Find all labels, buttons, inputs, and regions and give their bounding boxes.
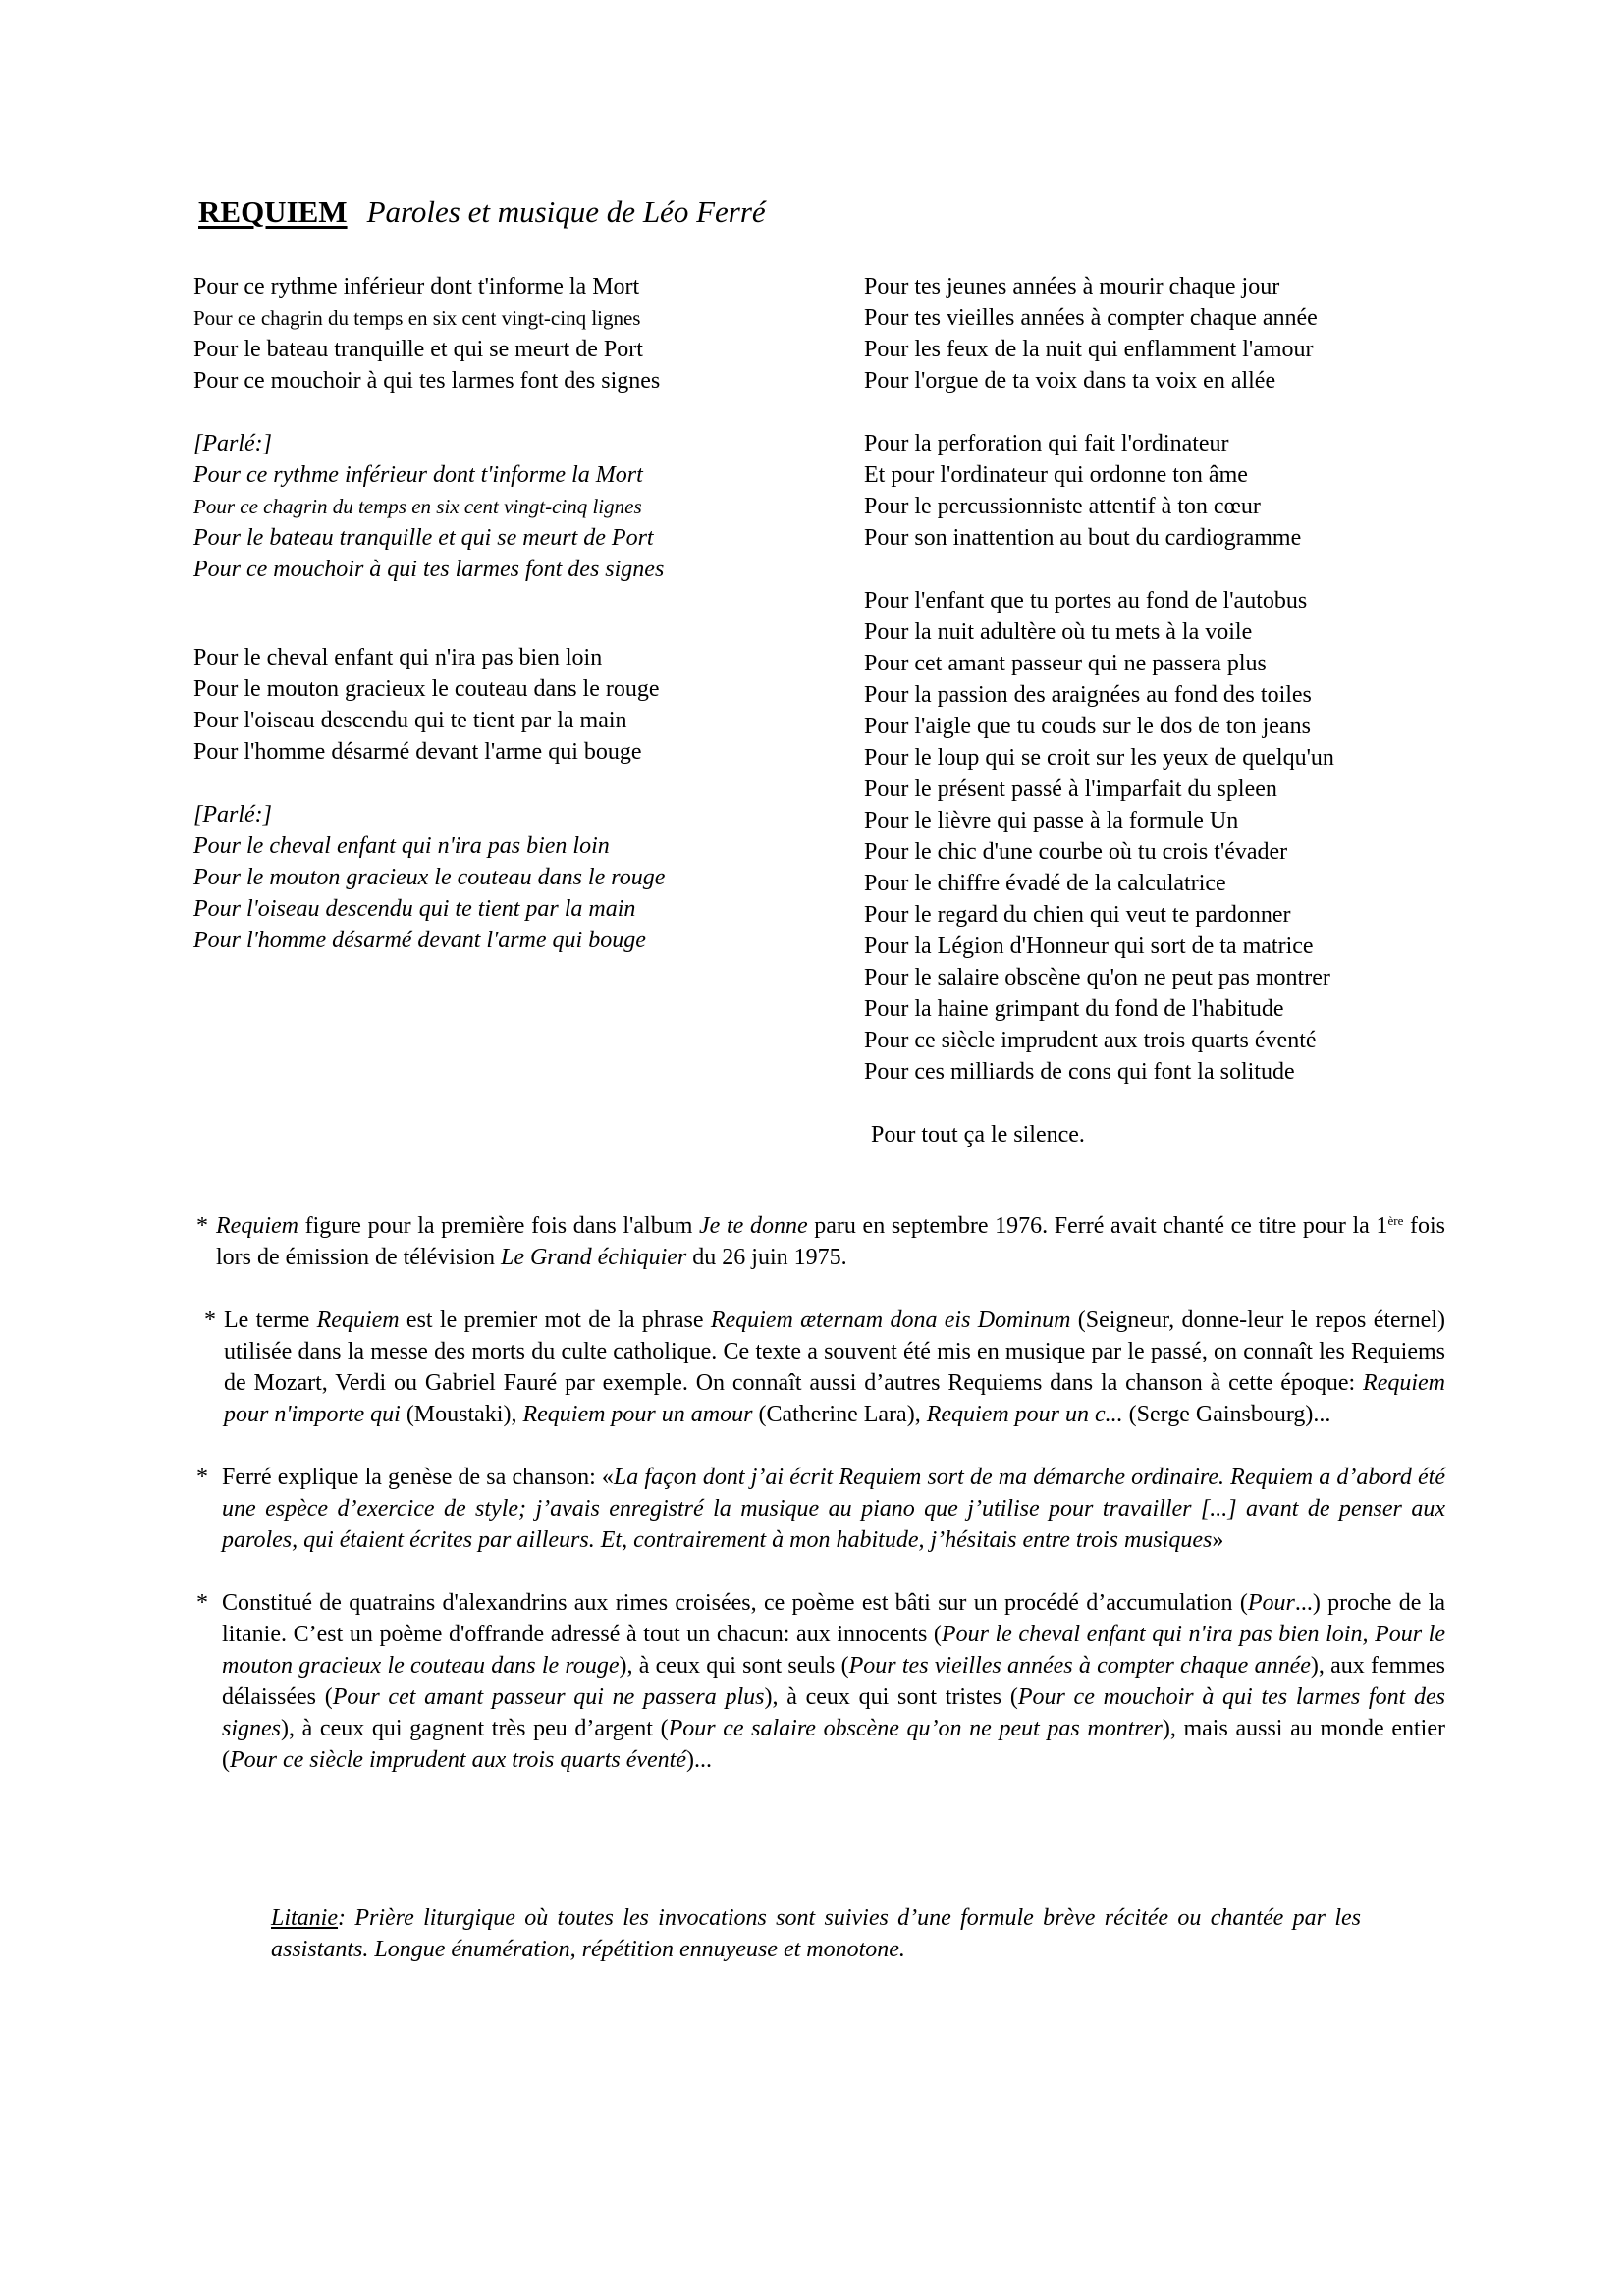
note-text: Requiem æternam dona eis Dominum xyxy=(710,1308,1071,1333)
lyric-line: Pour ce siècle imprudent aux trois quarts éventé xyxy=(864,1028,1317,1053)
quote-text: La façon dont j’ai écrit Requiem sort de ma démarche ordinaire. Requiem a d’abord été une espèce d’exercice de style; j’avais enregistré la musique au piano que j’utilise pour travailler [...] avant de penser aux paroles, qui étaient écrites par ailleurs. Et, contrairement à mon habitude, j’hésitais entre trois musiques xyxy=(222,1465,1445,1553)
lyric-line: Pour ce mouchoir à qui tes larmes font des signes xyxy=(193,557,665,582)
lyric-line: Pour le loup qui se croit sur les yeux de quelqu'un xyxy=(864,745,1334,771)
lyric-line: Pour cet amant passeur qui ne passera plus xyxy=(864,651,1267,676)
note-text: Pour ce mouchoir à qui tes larmes font des signes xyxy=(222,1684,1445,1741)
lyric-line: Pour le mouton gracieux le couteau dans le rouge xyxy=(193,676,660,702)
lyric-line: Pour la nuit adultère où tu mets à la voile xyxy=(864,619,1253,645)
lyric-line: Pour la haine grimpant du fond de l'habitude xyxy=(864,996,1284,1022)
song-credits: Paroles et musique de Léo Ferré xyxy=(366,194,766,229)
lyric-line: Pour la Légion d'Honneur qui sort de ta matrice xyxy=(864,934,1314,959)
song-title: REQUIEM xyxy=(198,194,348,229)
note-text: paru en septembre 1976. Ferré avait chanté ce titre pour la 1 xyxy=(807,1213,1388,1239)
note-superscript: ère xyxy=(1387,1213,1404,1228)
spoken-label: [Parlé:] xyxy=(193,431,272,456)
stanza xyxy=(193,642,665,768)
note-text: ), à ceux qui sont seuls ( xyxy=(619,1653,849,1679)
closing-line: Pour tout ça le silence. xyxy=(871,1122,1085,1148)
note-text: ), à ceux qui sont tristes ( xyxy=(764,1684,1018,1710)
footnote-term xyxy=(196,1305,1445,1430)
note-text: est le premier mot de la phrase xyxy=(399,1308,711,1333)
note-text: (Serge Gainsbourg)... xyxy=(1122,1402,1331,1427)
note-text: ), aux femmes délaissées ( xyxy=(222,1653,1446,1710)
spoken-stanza xyxy=(193,428,665,585)
asterisk-bullet: * xyxy=(196,1213,208,1239)
note-text: du 26 juin 1975. xyxy=(686,1245,847,1270)
litany-definition xyxy=(271,1902,1361,1965)
lyric-line: Pour ce rythme inférieur dont t'informe la Mort xyxy=(193,462,643,488)
stanza xyxy=(864,585,1334,1088)
note-text: ), mais aussi au monde entier ( xyxy=(222,1716,1445,1773)
note-text: Pour tes vieilles années à compter chaque année xyxy=(848,1653,1311,1679)
lyric-line: Pour la perforation qui fait l'ordinateur xyxy=(864,431,1229,456)
lyrics-left-column xyxy=(193,271,665,988)
footnote-genesis xyxy=(196,1462,1445,1556)
note-text: Requiem xyxy=(216,1213,298,1239)
lyric-line: Pour le regard du chien qui veut te pardonner xyxy=(864,902,1291,928)
note-text: (Catherine Lara), xyxy=(752,1402,927,1427)
asterisk-bullet: * xyxy=(196,1590,208,1616)
spoken-label: [Parlé:] xyxy=(193,802,272,828)
note-text: Requiem pour un amour xyxy=(522,1402,753,1427)
note-text: Constitué de quatrains d'alexandrins aux rimes croisées, ce poème est bâti sur un procédé d’accumulation ( xyxy=(222,1590,1248,1616)
note-text: (Seigneur, donne-leur le repos éternel) utilisée dans la messe des morts du culte catholique. Ce texte a souvent été mis en musique par le passé, on connaît les Requiems de Mozart, Verdi ou Gabriel Fauré par exemple. On connaît aussi d’autres Requiems dans la chanson à cette époque: xyxy=(224,1308,1445,1396)
lyric-line: Pour ce chagrin du temps en six cent vingt-cinq lignes xyxy=(193,495,642,518)
spoken-stanza xyxy=(193,799,665,956)
lyric-line: Pour ce mouchoir à qui tes larmes font des signes xyxy=(193,368,661,394)
note-text: fois lors de émission de télévision xyxy=(216,1213,1446,1270)
note-text: Requiem pour n'importe qui xyxy=(224,1370,1445,1427)
lyric-line: Pour le lièvre qui passe à la formule Un xyxy=(864,808,1239,833)
lyric-line: Pour le bateau tranquille et qui se meurt de Port xyxy=(193,525,654,551)
asterisk-bullet: * xyxy=(204,1308,216,1333)
note-text: Requiem xyxy=(316,1308,400,1333)
lyric-line: Pour le chic d'une courbe où tu crois t'évader xyxy=(864,839,1288,865)
note-text: Pour cet amant passeur qui ne passera plus xyxy=(332,1684,765,1710)
lyric-line: Pour le percussionniste attentif à ton cœur xyxy=(864,494,1261,519)
lyric-line: Pour le mouton gracieux le couteau dans le rouge xyxy=(193,865,666,890)
lyric-line: Pour l'enfant que tu portes au fond de l'autobus xyxy=(864,588,1308,614)
lyric-line: Pour la passion des araignées au fond des toiles xyxy=(864,682,1312,708)
note-text: Pour ce salaire obscène qu’on ne peut pas montrer xyxy=(668,1716,1163,1741)
lyric-line: Et pour l'ordinateur qui ordonne ton âme xyxy=(864,462,1248,488)
lyric-line: Pour tes jeunes années à mourir chaque jour xyxy=(864,274,1280,299)
lyric-line: Pour l'oiseau descendu qui te tient par la main xyxy=(193,896,636,922)
note-text: Pour ce siècle imprudent aux trois quarts éventé xyxy=(230,1747,686,1773)
lyric-line: Pour le cheval enfant qui n'ira pas bien loin xyxy=(193,645,603,670)
lyric-line: Pour l'aigle que tu couds sur le dos de ton jeans xyxy=(864,714,1311,739)
note-text: ), à ceux qui gagnent très peu d’argent ( xyxy=(281,1716,669,1741)
note-text: Pour xyxy=(1247,1590,1295,1616)
asterisk-bullet: * xyxy=(196,1465,208,1490)
lyric-line: Pour ce rythme inférieur dont t'informe la Mort xyxy=(193,274,640,299)
lyric-line: Pour l'oiseau descendu qui te tient par la main xyxy=(193,708,627,733)
lyric-line: Pour son inattention au bout du cardiogramme xyxy=(864,525,1302,551)
lyric-line: Pour le chiffre évadé de la calculatrice xyxy=(864,871,1226,896)
note-text: figure pour la première fois dans l'album xyxy=(298,1213,700,1239)
stanza xyxy=(864,428,1334,554)
note-text: Requiem pour un c... xyxy=(926,1402,1123,1427)
footnote-structure xyxy=(196,1587,1445,1776)
definition-text: : Prière liturgique où toutes les invocations sont suivies d’une formule brève récitée ou chantée par les assistants. Longue énumération, répétition ennuyeuse et monotone. xyxy=(271,1905,1361,1962)
lyric-line: Pour le cheval enfant qui n'ira pas bien loin xyxy=(193,833,610,859)
note-text: » xyxy=(1212,1527,1224,1553)
note-text: Le Grand échiquier xyxy=(500,1245,687,1270)
lyric-line: Pour l'homme désarmé devant l'arme qui bouge xyxy=(193,928,646,953)
footnotes xyxy=(196,1210,1445,1801)
lyric-line: Pour les feux de la nuit qui enflamment l'amour xyxy=(864,337,1314,362)
note-text: ...) proche de la litanie. C’est un poème d'offrande adressé à tout un chacun: aux innocents ( xyxy=(222,1590,1445,1647)
lyric-line: Pour tes vieilles années à compter chaque année xyxy=(864,305,1318,331)
lyric-line: Pour l'orgue de ta voix dans ta voix en allée xyxy=(864,368,1276,394)
lyric-line: Pour l'homme désarmé devant l'arme qui bouge xyxy=(193,739,642,765)
definition-term: Litanie xyxy=(271,1905,339,1931)
document-title xyxy=(198,192,766,232)
note-text: Le terme xyxy=(224,1308,317,1333)
lyric-line: Pour ce chagrin du temps en six cent vingt-cinq lignes xyxy=(193,306,641,330)
note-text: Je te donne xyxy=(699,1213,808,1239)
lyric-line: Pour le bateau tranquille et qui se meurt de Port xyxy=(193,337,643,362)
stanza xyxy=(864,271,1334,397)
note-text: Ferré explique la genèse de sa chanson: « xyxy=(222,1465,614,1490)
note-text: )... xyxy=(686,1747,712,1773)
note-text: Pour le cheval enfant qui n'ira pas bien loin, Pour le mouton gracieux le couteau dans le rouge xyxy=(222,1622,1446,1679)
note-text: (Moustaki), xyxy=(400,1402,523,1427)
footnote-album xyxy=(196,1210,1445,1273)
stanza xyxy=(193,271,665,397)
lyric-line: Pour le salaire obscène qu'on ne peut pas montrer xyxy=(864,965,1330,990)
lyrics-right-column xyxy=(864,271,1334,1150)
lyric-line: Pour le présent passé à l'imparfait du spleen xyxy=(864,776,1277,802)
lyric-line: Pour ces milliards de cons qui font la solitude xyxy=(864,1059,1295,1085)
